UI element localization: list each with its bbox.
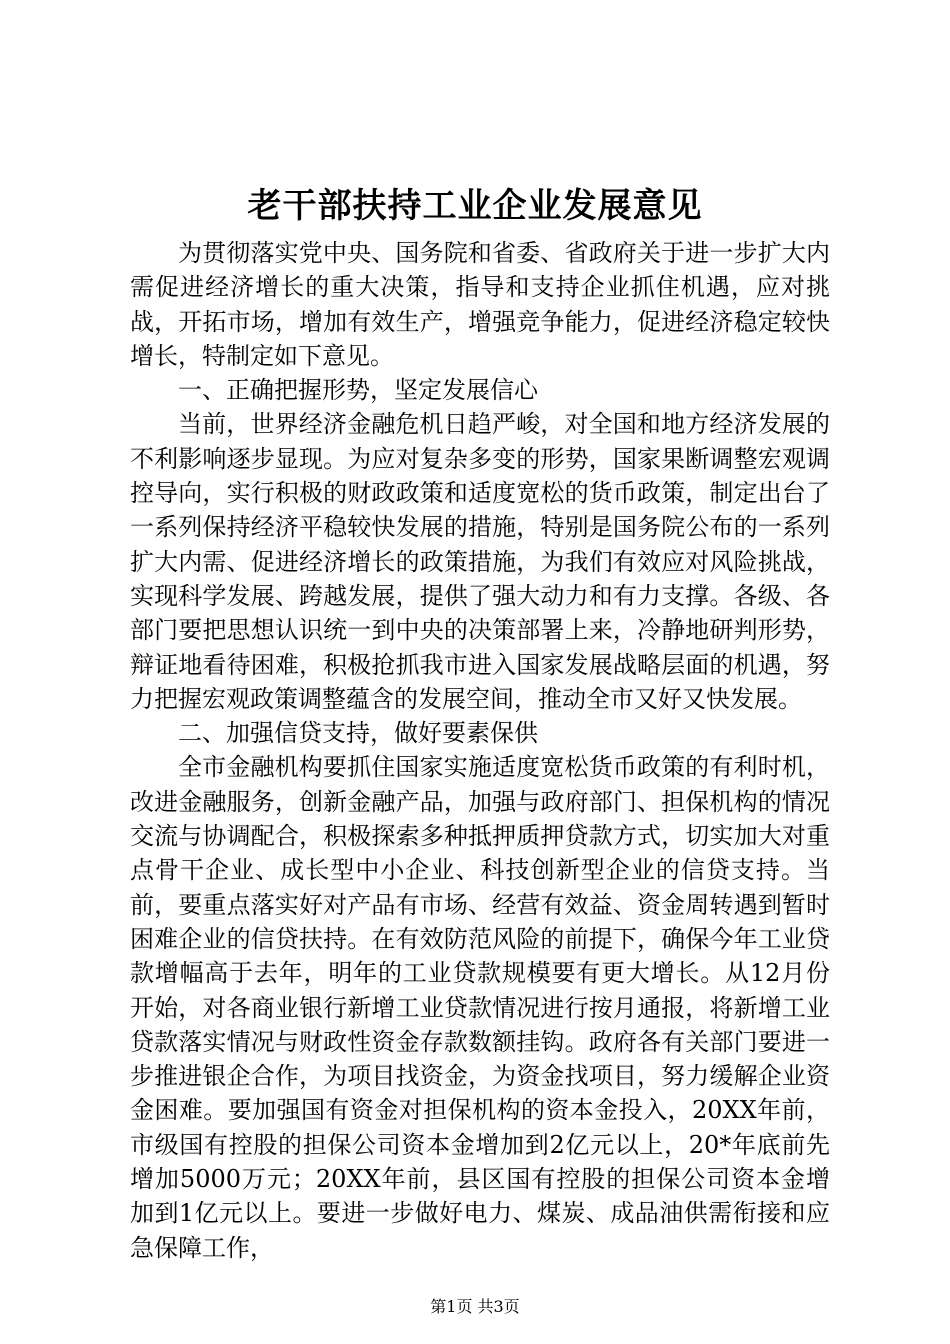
- section-1-paragraph: 当前，世界经济金融危机日趋严峻，对全国和地方经济发展的不利影响逐步显现。为应对复杂多变的形势，国家果断调整宏观调控导向，实行积极的财政政策和适度宽松的货币政策，制定出台了一系列保持经济平稳较快发展的措施，特别是国务院公布的一系列扩大内需、促进经济增长的政策措施，为我们有效应对风险挑战，实现科学发展、跨越发展，提供了强大动力和有力支撑。各级、各部门要把思想认识统一到中央的决策部署上来，冷静地研判形势，辩证地看待困难，积极抢抓我市进入国家发展战略层面的机遇，努力把握宏观政策调整蕴含的发展空间，推动全市又好又快发展。: [130, 410, 830, 713]
- section-heading-2: 二、加强信贷支持，做好要素保供: [178, 719, 538, 748]
- document-title: 老干部扶持工业企业发展意见: [247, 186, 703, 226]
- section-heading-1: 一、正确把握形势，坚定发展信心: [178, 376, 538, 405]
- document-body: [130, 236, 830, 1265]
- section-2-paragraph: 全市金融机构要抓住国家实施适度宽松货币政策的有利时机，改进金融服务，创新金融产品，加强与政府部门、担保机构的情况交流与协调配合，积极探索多种抵押质押贷款方式，切实加大对重点骨干企业、成长型中小企业、科技创新型企业的信贷支持。当前，要重点落实好对产品有市场、经营有效益、资金周转遇到暂时困难企业的信贷扶持。在有效防范风险的前提下，确保今年工业贷款增幅高于去年，明年的工业贷款规模要有更大增长。从12月份开始，对各商业银行新增工业贷款情况进行按月通报，将新增工业贷款落实情况与财政性资金存款数额挂钩。政府各有关部门要进一步推进银企合作，为项目找资金，为资金找项目，努力缓解企业资金困难。要加强国有资金对担保机构的资本金投入，20XX年前，市级国有控股的担保公司资本金增加到2亿元以上，20*年底前先增加5000万元；20XX年前，县区国有控股的担保公司资本金增加到1亿元以上。要进一步做好电力、煤炭、成品油供需衔接和应急保障工作，: [130, 753, 830, 1262]
- intro-paragraph: 为贯彻落实党中央、国务院和省委、省政府关于进一步扩大内需促进经济增长的重大决策，指导和支持企业抓住机遇，应对挑战，开拓市场，增加有效生产，增强竞争能力，促进经济稳定较快增长，特制定如下意见。: [130, 239, 830, 370]
- page-footer: 第1页 共3页: [430, 1297, 520, 1316]
